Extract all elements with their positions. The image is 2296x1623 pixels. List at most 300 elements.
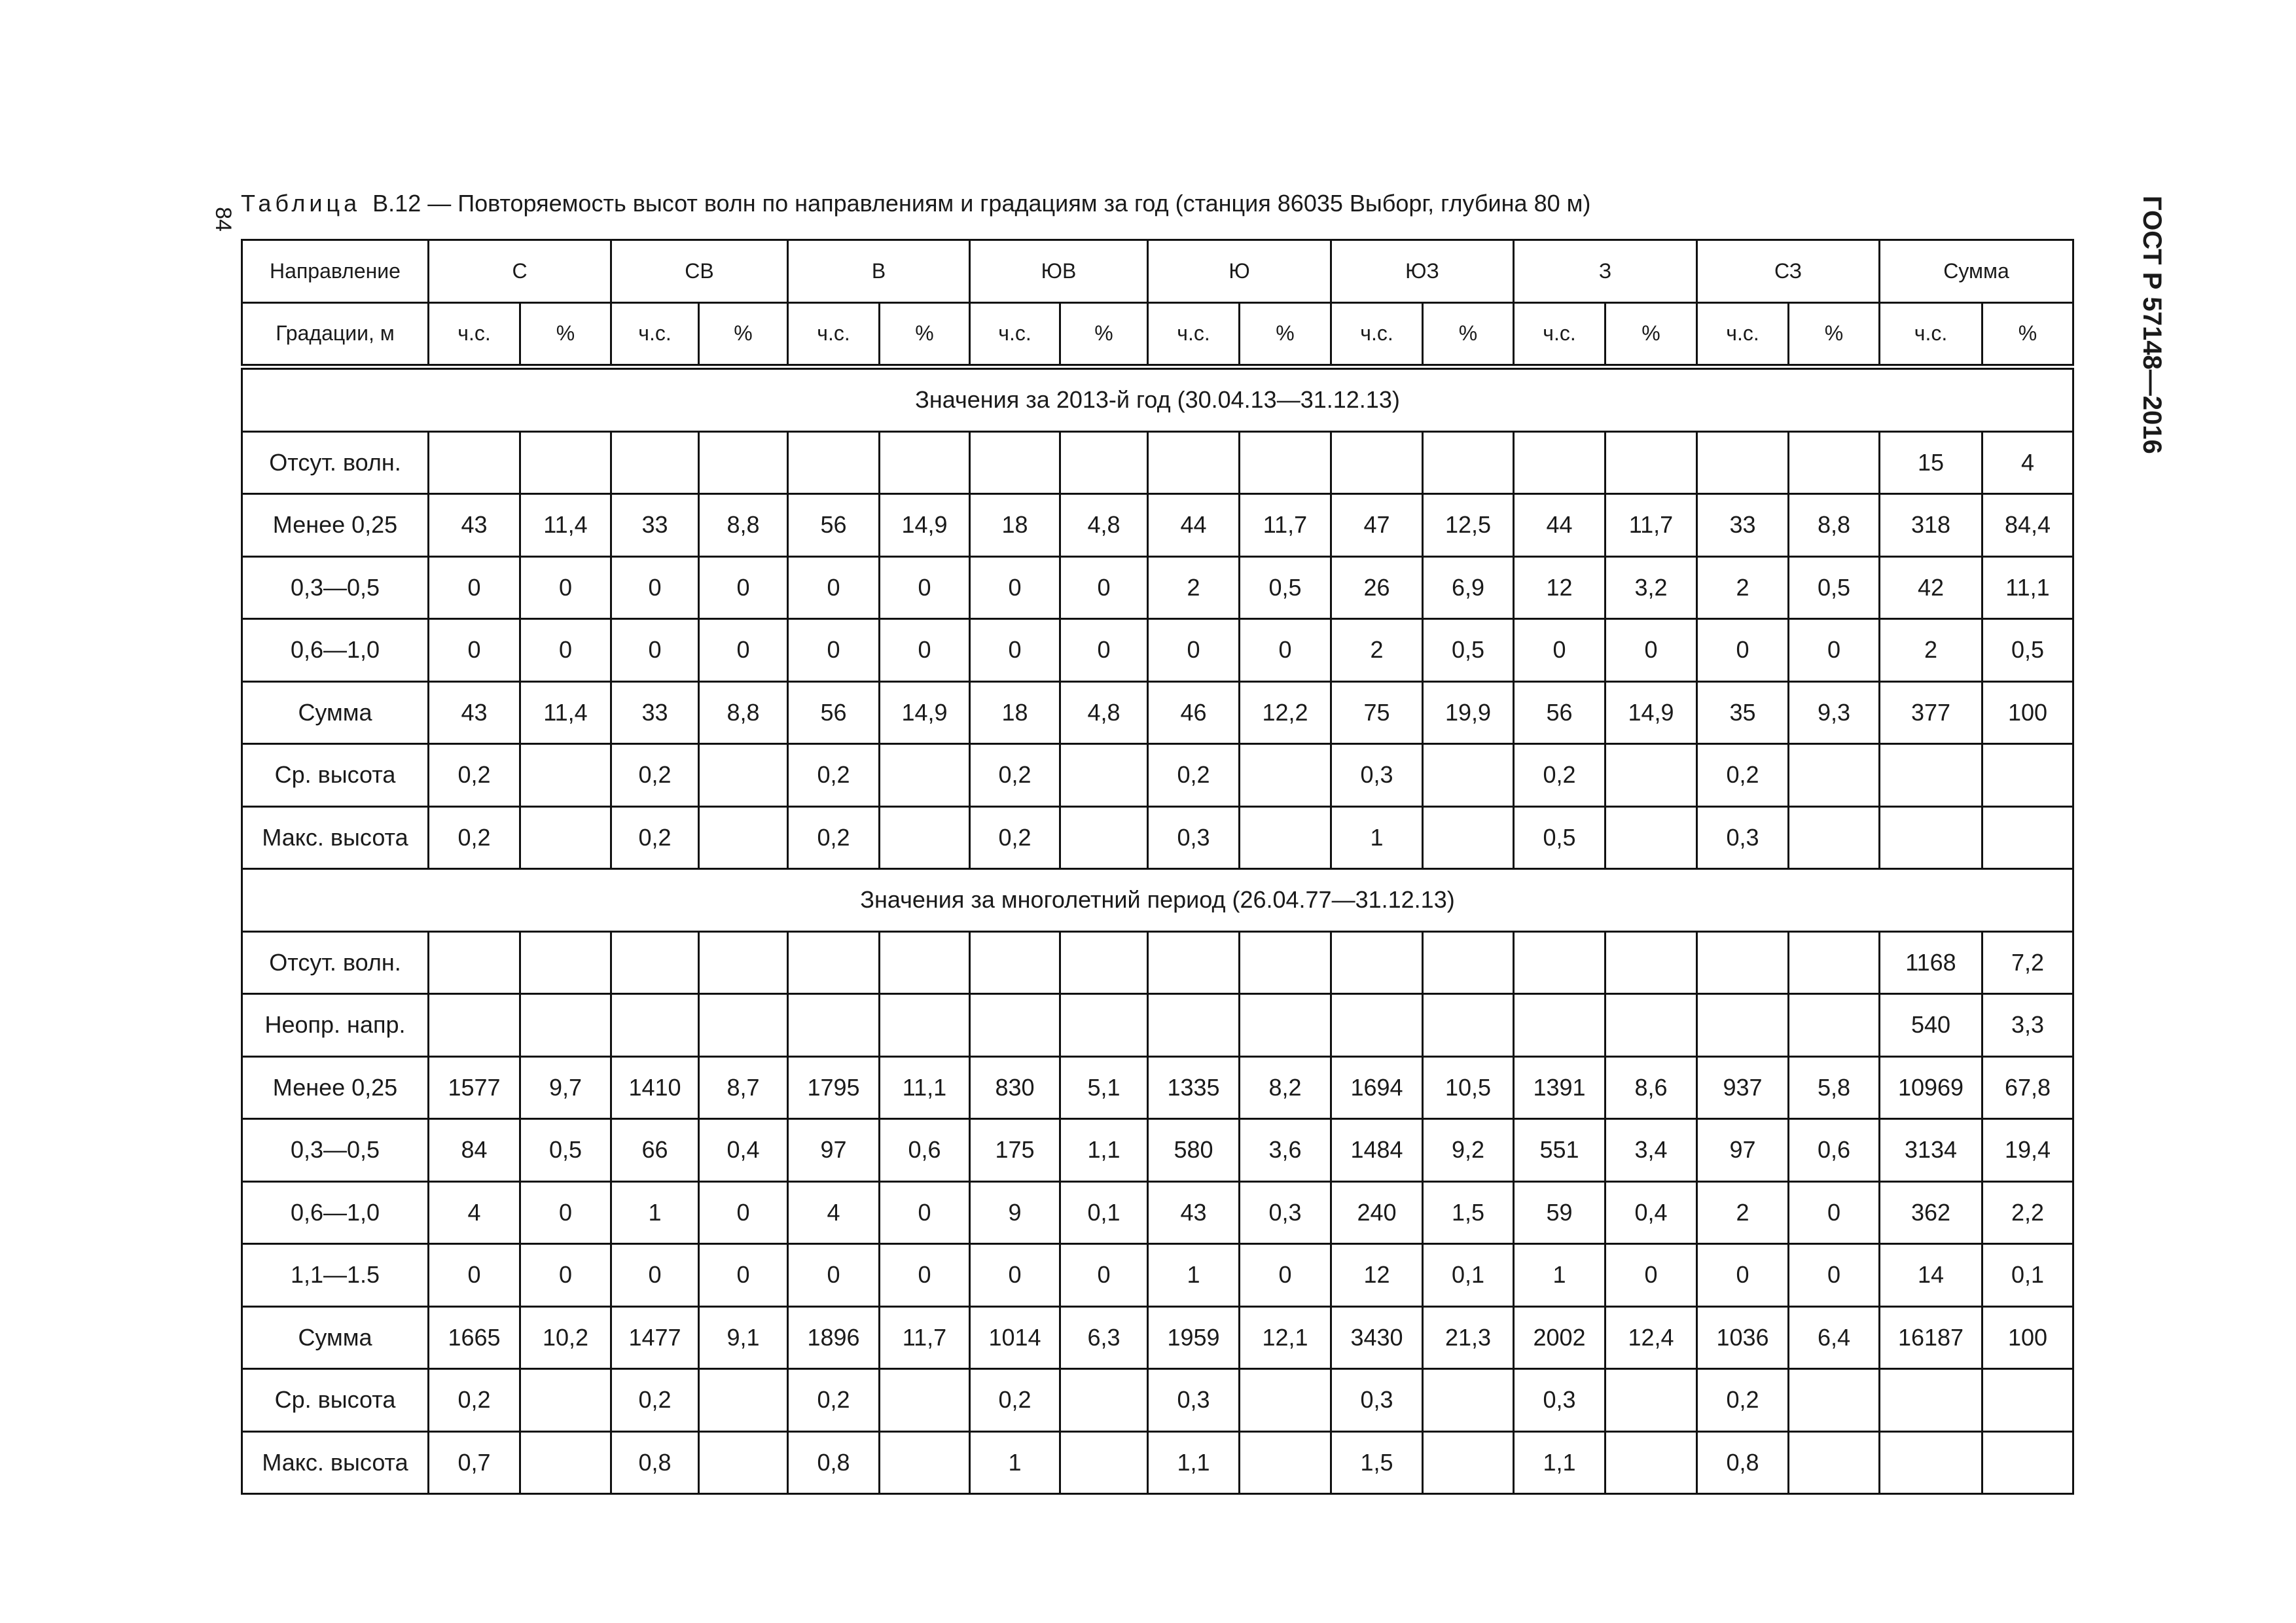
table-cell	[1697, 431, 1789, 494]
header-row-units	[242, 302, 2073, 367]
table-cell: 0,2	[429, 744, 520, 807]
unit-percent-header: %	[1605, 302, 1697, 367]
table-row	[242, 744, 2073, 807]
table-cell	[520, 806, 611, 869]
table-cell: 0,1	[1982, 1244, 2073, 1307]
table-cell: 0,2	[970, 744, 1060, 807]
table-cell	[1060, 931, 1148, 994]
table-cell: 19,4	[1982, 1119, 2073, 1182]
table-caption	[241, 190, 1590, 217]
table-cell	[1982, 744, 2073, 807]
table-cell: 1,1	[1148, 1431, 1240, 1494]
table-cell	[1240, 806, 1331, 869]
table-cell	[1880, 1431, 1982, 1494]
table-cell: 11,1	[1982, 556, 2073, 619]
table-cell: 0	[880, 1244, 970, 1307]
table-row	[242, 931, 2073, 994]
table-cell: 1	[611, 1181, 699, 1244]
table-cell: 0	[788, 619, 880, 682]
table-cell	[1789, 1369, 1880, 1432]
table-cell: 9,2	[1423, 1119, 1514, 1182]
unit-percent-header: %	[880, 302, 970, 367]
table-cell: 0,3	[1240, 1181, 1331, 1244]
table-cell	[880, 806, 970, 869]
table-cell: 21,3	[1423, 1306, 1514, 1369]
table-cell: 0	[1789, 1181, 1880, 1244]
table-cell: 0,5	[1423, 619, 1514, 682]
table-cell: 0	[611, 1244, 699, 1307]
table-cell: 12,2	[1240, 681, 1331, 744]
table-cell: 4,8	[1060, 494, 1148, 557]
table-cell: 1014	[970, 1306, 1060, 1369]
table-row	[242, 494, 2073, 557]
unit-count-header: ч.с.	[1514, 302, 1605, 367]
row-label: Отсут. волн.	[242, 931, 429, 994]
unit-percent-header: %	[699, 302, 788, 367]
table-cell	[1240, 1369, 1331, 1432]
table-cell: 1484	[1331, 1119, 1423, 1182]
table-cell	[1605, 1431, 1697, 1494]
document-code: ГОСТ Р 57148—2016	[2138, 196, 2166, 454]
table-cell	[970, 431, 1060, 494]
table-cell	[1240, 994, 1331, 1057]
table-cell: 97	[1697, 1119, 1789, 1182]
table-cell: 6,9	[1423, 556, 1514, 619]
table-cell: 7,2	[1982, 931, 2073, 994]
table-row	[242, 431, 2073, 494]
table-cell	[1331, 931, 1423, 994]
row-label: Сумма	[242, 681, 429, 744]
table-row	[242, 1369, 2073, 1432]
table-cell: 100	[1982, 681, 2073, 744]
table-cell: 66	[611, 1119, 699, 1182]
table-cell: 580	[1148, 1119, 1240, 1182]
table-cell: 0,2	[429, 1369, 520, 1432]
page-number: 84	[210, 207, 236, 232]
table-cell: 175	[970, 1119, 1060, 1182]
table-cell: 0,1	[1060, 1181, 1148, 1244]
table-cell: 1168	[1880, 931, 1982, 994]
table-cell	[520, 1369, 611, 1432]
table-cell: 0	[611, 619, 699, 682]
table-cell: 11,7	[1605, 494, 1697, 557]
direction-header: СЗ	[1697, 240, 1880, 303]
table-cell: 0	[611, 556, 699, 619]
table-cell: 0,2	[788, 744, 880, 807]
direction-header: З	[1514, 240, 1697, 303]
table-cell: 540	[1880, 994, 1982, 1057]
table-cell: 35	[1697, 681, 1789, 744]
table-cell	[1423, 744, 1514, 807]
table-cell: 4	[788, 1181, 880, 1244]
table-cell: 10,2	[520, 1306, 611, 1369]
table-cell: 14,9	[880, 494, 970, 557]
table-cell	[1331, 994, 1423, 1057]
table-cell: 8,2	[1240, 1056, 1331, 1119]
table-cell: 6,3	[1060, 1306, 1148, 1369]
table-cell: 0	[1789, 619, 1880, 682]
table-cell	[1605, 931, 1697, 994]
table-cell: 1036	[1697, 1306, 1789, 1369]
table-cell: 1	[970, 1431, 1060, 1494]
row-label: Сумма	[242, 1306, 429, 1369]
table-cell: 0	[880, 619, 970, 682]
table-cell: 1	[1331, 806, 1423, 869]
direction-header: В	[788, 240, 970, 303]
table-cell	[1605, 744, 1697, 807]
table-cell: 0	[520, 556, 611, 619]
table-cell: 10969	[1880, 1056, 1982, 1119]
table-cell	[1982, 1431, 2073, 1494]
table-cell: 14	[1880, 1244, 1982, 1307]
table-cell: 3,6	[1240, 1119, 1331, 1182]
table-cell: 43	[1148, 1181, 1240, 1244]
table-cell: 551	[1514, 1119, 1605, 1182]
table-cell	[611, 431, 699, 494]
table-cell: 12	[1331, 1244, 1423, 1307]
table-cell: 19,9	[1423, 681, 1514, 744]
table-cell: 0,6	[1789, 1119, 1880, 1182]
table-cell	[1789, 431, 1880, 494]
row-label: Ср. высота	[242, 744, 429, 807]
table-cell	[880, 431, 970, 494]
table-cell: 3,4	[1605, 1119, 1697, 1182]
table-row	[242, 681, 2073, 744]
unit-percent-header: %	[1240, 302, 1331, 367]
table-cell: 0,2	[611, 806, 699, 869]
table-cell: 1665	[429, 1306, 520, 1369]
table-cell: 3430	[1331, 1306, 1423, 1369]
table-cell: 1896	[788, 1306, 880, 1369]
table-cell: 26	[1331, 556, 1423, 619]
table-cell: 1	[1148, 1244, 1240, 1307]
table-cell	[880, 994, 970, 1057]
table-cell: 0	[1060, 556, 1148, 619]
row-label: 0,3—0,5	[242, 1119, 429, 1182]
table-cell	[520, 931, 611, 994]
table-cell: 1,1	[1060, 1119, 1148, 1182]
table-cell: 1	[1514, 1244, 1605, 1307]
unit-count-header: ч.с.	[788, 302, 880, 367]
table-row	[242, 1181, 2073, 1244]
table-cell: 0	[520, 1244, 611, 1307]
table-cell: 0,2	[788, 1369, 880, 1432]
table-cell: 0,3	[1331, 744, 1423, 807]
table-row	[242, 1056, 2073, 1119]
table-cell: 0,3	[1148, 1369, 1240, 1432]
table-cell: 0,2	[1514, 744, 1605, 807]
section-title: Значения за 2013-й год (30.04.13—31.12.13)	[242, 367, 2073, 432]
table-cell: 2	[1331, 619, 1423, 682]
table-cell: 12	[1514, 556, 1605, 619]
table-cell	[699, 1431, 788, 1494]
table-row	[242, 556, 2073, 619]
table-cell	[520, 744, 611, 807]
gradation-label: Градации, м	[242, 302, 429, 367]
table-cell: 0	[970, 619, 1060, 682]
table-cell	[1789, 931, 1880, 994]
table-cell: 2	[1697, 556, 1789, 619]
table-cell	[1423, 431, 1514, 494]
table-cell: 0	[429, 619, 520, 682]
table-cell: 1335	[1148, 1056, 1240, 1119]
table-cell: 0,5	[1514, 806, 1605, 869]
table-cell: 0	[880, 1181, 970, 1244]
table-cell: 0,2	[970, 806, 1060, 869]
table-cell: 0	[1240, 619, 1331, 682]
table-cell: 3134	[1880, 1119, 1982, 1182]
table-cell: 2	[1697, 1181, 1789, 1244]
table-cell	[788, 431, 880, 494]
table-cell: 4	[429, 1181, 520, 1244]
direction-header: ЮЗ	[1331, 240, 1514, 303]
table-row	[242, 1244, 2073, 1307]
table-cell: 0,2	[611, 744, 699, 807]
table-cell	[699, 431, 788, 494]
unit-count-header: ч.с.	[1148, 302, 1240, 367]
table-cell: 44	[1148, 494, 1240, 557]
table-cell: 362	[1880, 1181, 1982, 1244]
table-cell: 0,5	[520, 1119, 611, 1182]
row-label: Отсут. волн.	[242, 431, 429, 494]
table-cell: 0,2	[429, 806, 520, 869]
row-label: 0,6—1,0	[242, 1181, 429, 1244]
table-cell	[1240, 744, 1331, 807]
table-cell: 0	[970, 556, 1060, 619]
unit-count-header: ч.с.	[1697, 302, 1789, 367]
table-cell	[1789, 806, 1880, 869]
table-cell	[1331, 431, 1423, 494]
table-cell	[1240, 931, 1331, 994]
table-cell: 0,2	[1697, 1369, 1789, 1432]
unit-percent-header: %	[1423, 302, 1514, 367]
table-cell: 0,5	[1789, 556, 1880, 619]
table-cell: 56	[1514, 681, 1605, 744]
table-cell: 1694	[1331, 1056, 1423, 1119]
table-cell: 1577	[429, 1056, 520, 1119]
section-title-row	[242, 869, 2073, 932]
row-label: Менее 0,25	[242, 494, 429, 557]
table-cell	[1240, 1431, 1331, 1494]
table-cell: 5,8	[1789, 1056, 1880, 1119]
table-cell	[611, 994, 699, 1057]
table-cell	[1423, 806, 1514, 869]
table-cell: 1410	[611, 1056, 699, 1119]
table-cell: 0,3	[1331, 1369, 1423, 1432]
table-cell	[1880, 744, 1982, 807]
table-cell: 59	[1514, 1181, 1605, 1244]
table-cell	[699, 931, 788, 994]
table-cell: 0,2	[611, 1369, 699, 1432]
table-cell	[1605, 806, 1697, 869]
table-cell: 0	[1697, 619, 1789, 682]
table-cell: 0	[699, 556, 788, 619]
table-cell	[429, 931, 520, 994]
table-cell: 830	[970, 1056, 1060, 1119]
table-cell	[1514, 931, 1605, 994]
table-cell: 0	[788, 556, 880, 619]
table-cell: 0	[970, 1244, 1060, 1307]
table-cell: 11,7	[880, 1306, 970, 1369]
table-cell	[1060, 806, 1148, 869]
table-cell: 6,4	[1789, 1306, 1880, 1369]
table-cell: 0,3	[1148, 806, 1240, 869]
table-cell: 0	[1605, 1244, 1697, 1307]
table-cell	[880, 1431, 970, 1494]
row-label: Неопр. напр.	[242, 994, 429, 1057]
wave-height-table	[241, 239, 2074, 1495]
table-cell: 1,5	[1423, 1181, 1514, 1244]
table-cell	[520, 994, 611, 1057]
table-cell: 0,8	[611, 1431, 699, 1494]
table-cell: 11,4	[520, 494, 611, 557]
table-cell: 11,4	[520, 681, 611, 744]
unit-percent-header: %	[1982, 302, 2073, 367]
table-cell: 0	[429, 556, 520, 619]
table-cell: 12,5	[1423, 494, 1514, 557]
table-cell: 84,4	[1982, 494, 2073, 557]
table-cell	[699, 1369, 788, 1432]
table-cell: 8,6	[1605, 1056, 1697, 1119]
table-cell: 0	[699, 619, 788, 682]
table-cell: 0,2	[788, 806, 880, 869]
table-cell	[1605, 1369, 1697, 1432]
table-cell	[1060, 1431, 1148, 1494]
table-cell: 14,9	[880, 681, 970, 744]
table-cell: 100	[1982, 1306, 2073, 1369]
unit-count-header: ч.с.	[611, 302, 699, 367]
table-cell: 43	[429, 494, 520, 557]
table-cell: 377	[1880, 681, 1982, 744]
table-cell: 8,8	[1789, 494, 1880, 557]
table-cell: 14,9	[1605, 681, 1697, 744]
table-cell: 318	[1880, 494, 1982, 557]
row-label: Менее 0,25	[242, 1056, 429, 1119]
table-cell	[699, 994, 788, 1057]
table-cell	[1423, 1431, 1514, 1494]
table-cell: 0,8	[1697, 1431, 1789, 1494]
table-cell	[1148, 931, 1240, 994]
table-cell: 67,8	[1982, 1056, 2073, 1119]
row-label: 0,6—1,0	[242, 619, 429, 682]
unit-count-header: ч.с.	[970, 302, 1060, 367]
table-cell: 0,1	[1423, 1244, 1514, 1307]
table-cell: 43	[429, 681, 520, 744]
table-cell: 33	[1697, 494, 1789, 557]
caption-lead: Таблица	[241, 190, 361, 217]
table-cell: 0	[1240, 1244, 1331, 1307]
table-cell: 8,7	[699, 1056, 788, 1119]
direction-header: СВ	[611, 240, 788, 303]
table-cell: 2	[1148, 556, 1240, 619]
table-cell	[1789, 1431, 1880, 1494]
table-cell	[1982, 806, 2073, 869]
table-cell: 2	[1880, 619, 1982, 682]
unit-count-header: ч.с.	[1880, 302, 1982, 367]
table-cell: 0,2	[1697, 744, 1789, 807]
table-cell: 0	[1148, 619, 1240, 682]
table-cell: 15	[1880, 431, 1982, 494]
table-cell	[1060, 1369, 1148, 1432]
table-cell: 44	[1514, 494, 1605, 557]
table-row	[242, 1119, 2073, 1182]
table-cell: 75	[1331, 681, 1423, 744]
direction-header: С	[429, 240, 611, 303]
row-label: 1,1—1.5	[242, 1244, 429, 1307]
row-label: Макс. высота	[242, 1431, 429, 1494]
table-cell: 240	[1331, 1181, 1423, 1244]
table-cell: 0	[1697, 1244, 1789, 1307]
table-cell: 18	[970, 681, 1060, 744]
table-cell: 0	[699, 1181, 788, 1244]
table-cell: 0	[1060, 619, 1148, 682]
table-row	[242, 1431, 2073, 1494]
table-cell: 12,4	[1605, 1306, 1697, 1369]
table-cell	[1240, 431, 1331, 494]
table-cell	[1148, 431, 1240, 494]
table-cell: 46	[1148, 681, 1240, 744]
table-cell: 16187	[1880, 1306, 1982, 1369]
table-cell	[970, 931, 1060, 994]
table-cell: 0,4	[1605, 1181, 1697, 1244]
direction-header: Ю	[1148, 240, 1331, 303]
table-cell: 0	[788, 1244, 880, 1307]
table-cell: 3,3	[1982, 994, 2073, 1057]
table-cell: 9	[970, 1181, 1060, 1244]
table-cell: 12,1	[1240, 1306, 1331, 1369]
table-row	[242, 994, 2073, 1057]
table-cell: 1,5	[1331, 1431, 1423, 1494]
table-cell: 0	[880, 556, 970, 619]
table-cell: 0	[429, 1244, 520, 1307]
table-cell: 97	[788, 1119, 880, 1182]
unit-percent-header: %	[520, 302, 611, 367]
unit-percent-header: %	[1789, 302, 1880, 367]
table-cell	[1060, 744, 1148, 807]
unit-percent-header: %	[1060, 302, 1148, 367]
section-title-row	[242, 367, 2073, 432]
table-cell	[699, 806, 788, 869]
table-cell	[1789, 994, 1880, 1057]
table-cell: 0,2	[970, 1369, 1060, 1432]
table-cell: 11,1	[880, 1056, 970, 1119]
table-cell	[429, 431, 520, 494]
table-cell: 1477	[611, 1306, 699, 1369]
table-cell	[788, 931, 880, 994]
table-cell: 10,5	[1423, 1056, 1514, 1119]
table-cell: 8,8	[699, 494, 788, 557]
table-cell: 56	[788, 494, 880, 557]
table-cell	[1880, 806, 1982, 869]
table-cell	[880, 744, 970, 807]
table-cell	[1423, 994, 1514, 1057]
table-cell	[1423, 1369, 1514, 1432]
table-cell: 0,5	[1240, 556, 1331, 619]
direction-header: Сумма	[1880, 240, 2073, 303]
table-cell	[1982, 1369, 2073, 1432]
table-cell	[1423, 931, 1514, 994]
table-cell: 9,1	[699, 1306, 788, 1369]
table-cell: 0	[1514, 619, 1605, 682]
table-cell	[880, 931, 970, 994]
table-cell: 8,8	[699, 681, 788, 744]
table-cell	[1514, 431, 1605, 494]
table-cell: 0	[520, 1181, 611, 1244]
table-cell: 0,4	[699, 1119, 788, 1182]
table-cell: 3,2	[1605, 556, 1697, 619]
table-cell	[970, 994, 1060, 1057]
table-row	[242, 1306, 2073, 1369]
